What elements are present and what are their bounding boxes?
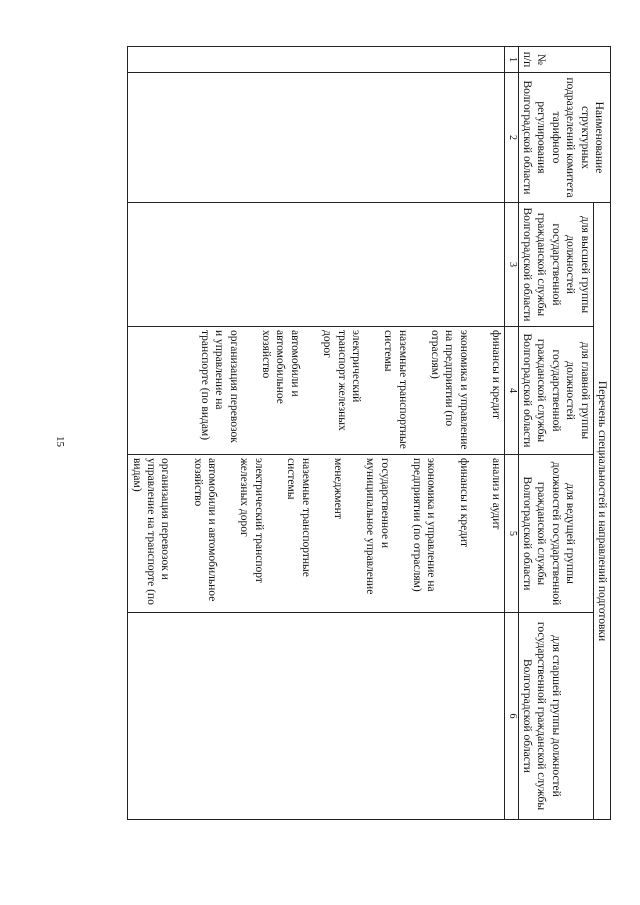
header-number: № п/п xyxy=(518,47,610,73)
header-senior-group: для старшей группы должностей государственной гражданской службы Волгоградской области xyxy=(518,613,593,820)
header-main-group: для главной группы должностей государственной гражданской службы Волгоградской области xyxy=(518,327,593,455)
table-row xyxy=(128,47,505,820)
header-specialties-group: Перечень специальностей и направлений подготовки xyxy=(593,203,610,820)
specialties-table xyxy=(127,46,611,820)
column-number: 6 xyxy=(505,613,519,820)
specialty-item: экономика и управление на предприятии (по отраслям) xyxy=(411,458,438,592)
column-number: 1 xyxy=(505,47,519,73)
specialty-item: электрический транспорт железных дорог xyxy=(321,330,362,431)
cell-department xyxy=(128,73,505,203)
specialty-item: организация перевозок и управление на транспорте (по видам) xyxy=(130,458,172,605)
column-number: 5 xyxy=(505,455,519,613)
header-highest-group: для высшей группы должностей государственной гражданской службы Волгоградской области xyxy=(518,203,593,327)
specialty-item: финансы и кредит xyxy=(490,330,503,420)
specialty-item: государственное и муниципальное управление xyxy=(364,458,391,595)
specialty-item: наземные транспортные системы xyxy=(382,330,409,449)
specialty-item: электрический транспорт железных дорог xyxy=(238,458,265,583)
column-number: 2 xyxy=(505,73,519,203)
specialty-item: наземные транспортные системы xyxy=(285,458,312,577)
cell-highest-group xyxy=(128,203,505,327)
specialty-item: финансы и кредит xyxy=(457,458,470,548)
header-leading-group: для ведущей группы должностей государственной гражданской службы Волгоградской области xyxy=(518,455,593,613)
column-number: 4 xyxy=(505,327,519,455)
cell-main-group xyxy=(128,327,505,455)
header-department: Наименование структурных подразделений комитета тарифного регулирования Волгоградской области xyxy=(518,73,610,203)
cell-senior-group xyxy=(128,613,505,820)
specialty-item: анализ и аудит xyxy=(490,458,503,530)
specialty-item: автомобили и автомобильное хозяйство xyxy=(191,458,219,602)
specialty-item: менеджмент xyxy=(332,458,344,519)
page-number: 15 xyxy=(54,436,66,447)
column-number-row xyxy=(505,47,519,820)
cell-leading-group xyxy=(128,455,505,613)
specialty-item: экономика и управление на предприятии (по отраслям) xyxy=(429,330,470,450)
column-number: 3 xyxy=(505,203,519,327)
specialty-item: автомобили и автомобильное хозяйство xyxy=(260,330,301,404)
specialties-table-wrapper xyxy=(130,46,611,819)
cell-number xyxy=(128,47,505,73)
header-row-1 xyxy=(593,47,610,820)
specialty-item: организация перевозок и управление на транспорте (по видам) xyxy=(199,330,240,443)
